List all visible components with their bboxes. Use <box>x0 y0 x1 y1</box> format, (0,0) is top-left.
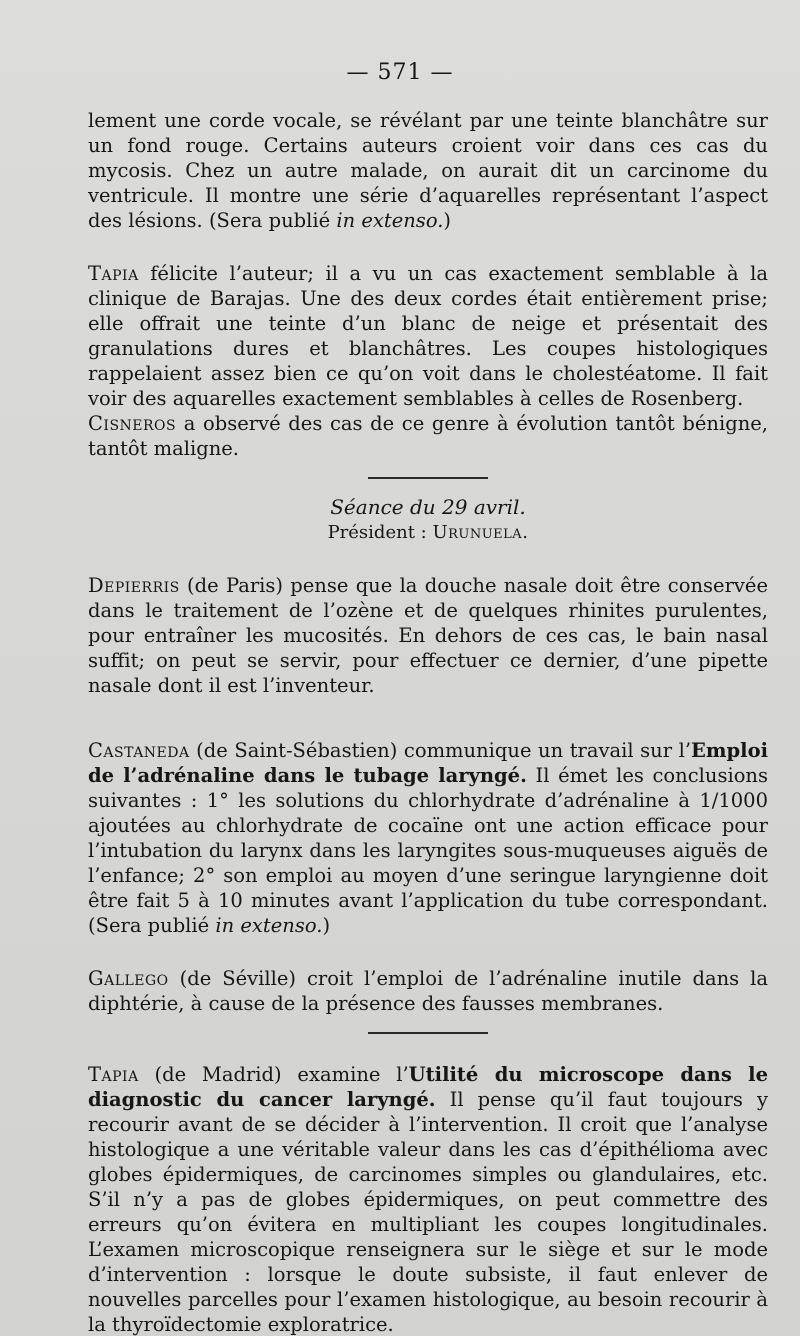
paragraph-1-text: lement une corde vocale, se révélant par une teinte blanchâtre sur un fond rouge. Certains auteurs croient voir dans ces cas du mycosis. Chez un autre malade, on aurait dit un carcinome du ventricule. Il montre une série d’aquarelles représentant l’aspect des lésions. (Sera publié <box>88 109 768 232</box>
paragraph-3 <box>88 411 768 461</box>
paragraph-4 <box>88 573 768 698</box>
session-heading: Séance du 29 avril. <box>330 495 526 519</box>
paragraph-2-text: félicite l’auteur; il a vu un cas exactement semblable à la clinique de Barajas. Une des deux cordes était entièrement prise; elle offrait une teinte d’un blanc de neige et présentait des granulations dures et blanchâtres. Les coupes histologiques rappelaient assez bien ce qu’on voit dans le cholestéatome. Il fait voir des aquarelles exactement semblables à celles de Rosenberg. <box>88 262 768 410</box>
paragraph-1-close: ) <box>443 209 452 232</box>
speaker-name: Cisneros <box>88 412 177 435</box>
paragraph-5-text-2: Il émet les conclusions suivantes : 1° les solutions du chlorhydrate d’adrénaline à 1/1000 ajoutées au chlorhydrate de cocaïne ont une action efficace pour l’intubation du larynx dans les laryngites sous-muqueuses aiguës de l’enfance; 2° son emploi au moyen d’une seringue laryngienne doit être fait 5 à 10 minutes avant l’application du tube correspondant. (Sera publié <box>88 764 768 937</box>
paragraph-7 <box>88 1062 768 1336</box>
paragraph-7-text-2: Il pense qu’il faut toujours y recourir avant de se décider à l’intervention. Il croit que l’analyse histologique a une véritable valeur dans les cas d’épithélioma avec globes épidermiques, de carcinomes simples ou glandulaires, etc. S’il n’y a pas de globes épidermiques, on peut commettre des erreurs qu’on évitera en multipliant les coupes longitudinales. L’examen microscopique renseignera sur le siège et sur le mode d’intervention : lorsque le doute subsiste, il faut enlever de nouvelles parcelles pour l’examen histologique, au besoin recourir à la thyroïdectomie exploratrice. <box>88 1088 768 1336</box>
paragraph-7-text: (de Madrid) examine l’ <box>138 1063 409 1086</box>
paragraph-3-text: a observé des cas de ce genre à évolution tantôt bénigne, tantôt maligne. <box>88 412 768 460</box>
paragraph-1-italic: in extenso. <box>336 209 444 232</box>
speaker-name: Gallego <box>88 967 169 990</box>
speaker-name: Tapia <box>88 1063 139 1086</box>
paper-title: Emploi de l’adrénaline dans le tubage laryngé. <box>88 739 768 787</box>
page-body <box>88 108 768 1336</box>
president-label: Président : <box>327 522 433 543</box>
paragraph-6 <box>88 966 768 1016</box>
president-line <box>88 520 768 545</box>
paper-title-2: Utilité du microscope dans le diagnostic du cancer laryngé. <box>88 1063 768 1111</box>
page-number: — 571 — <box>346 60 454 85</box>
paragraph-5-italic: in extenso. <box>215 914 323 937</box>
paragraph-1 <box>88 108 768 233</box>
paragraph-5-text: (de Saint-Sébastien) communique un travail sur l’ <box>189 739 692 762</box>
speaker-name: Depierris <box>88 574 180 597</box>
paragraph-2 <box>88 261 768 411</box>
paragraph-5-close: ) <box>322 914 331 937</box>
president-name: Urunuela. <box>432 522 529 543</box>
paragraph-4-text: (de Paris) pense que la douche nasale doit être conservée dans le traitement de l’ozène et de quelques rhinites purulentes, pour entraîner les mucosités. En dehors de ces cas, le bain nasal suffit; on peut se servir, pour effectuer ce dernier, d’une pipette nasale dont il est l’inventeur. <box>88 574 768 697</box>
speaker-name: Castaneda <box>88 739 190 762</box>
paragraph-5 <box>88 738 768 938</box>
speaker-name: Tapia <box>88 262 139 285</box>
paragraph-6-text: (de Séville) croit l’emploi de l’adrénaline inutile dans la diphtérie, à cause de la présence des fausses membranes. <box>88 967 768 1015</box>
